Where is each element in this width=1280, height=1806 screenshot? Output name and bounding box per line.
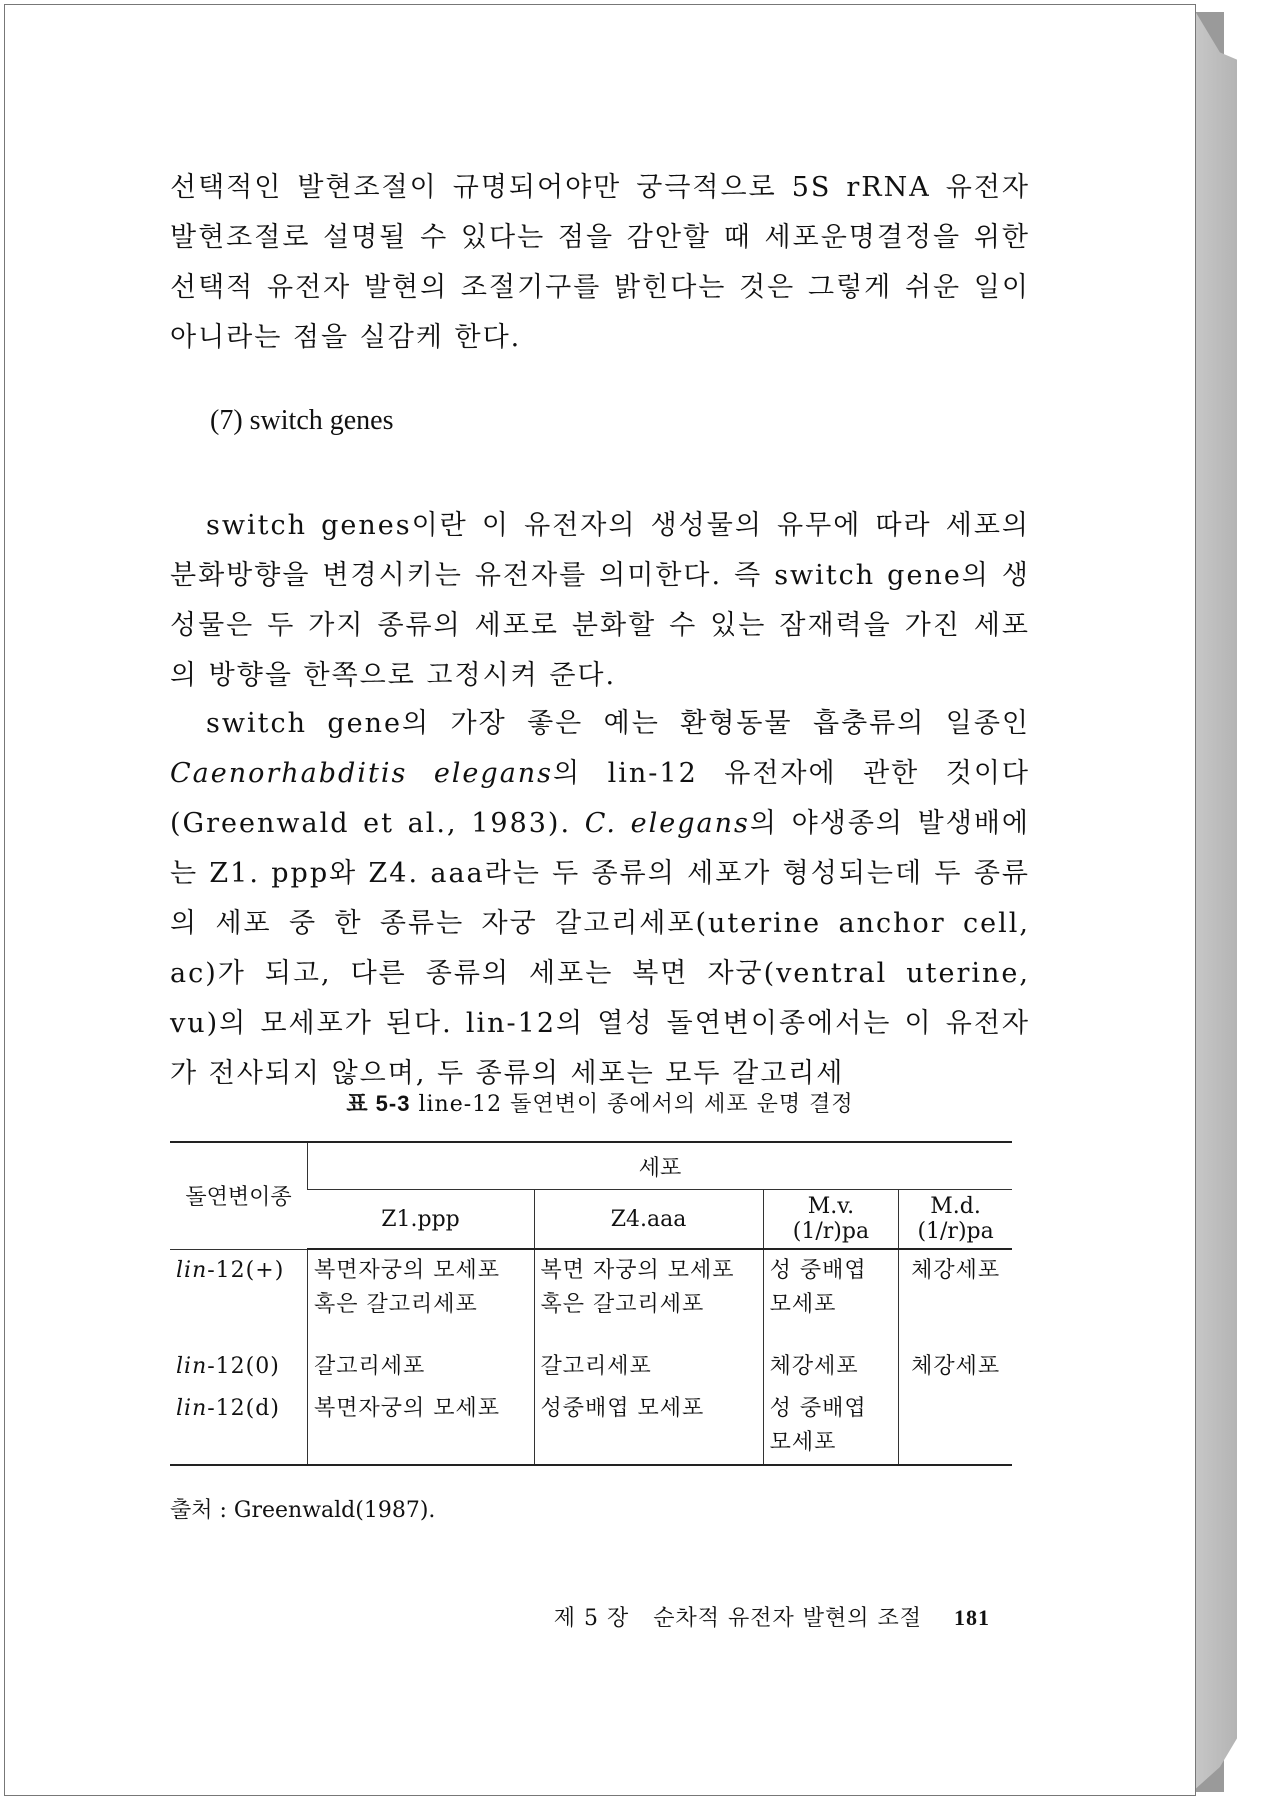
column-header: M.v.(1/r)pa [763,1190,899,1250]
mutant-cell [170,1346,308,1388]
table-cell: 갈고리세포 [534,1346,763,1388]
paragraph-1: 선택적인 발현조절이 규명되어야만 궁극적으로 5S rRNA 유전자 발현조절로 설명될 수 있다는 점을 감안할 때 세포운명결정을 위한 선택적 유전자 발현의 조절기구를 밝힌다는 것은 그렇게 쉬운 일이 아니라는 점을 실감케 한다. [170,172,1030,353]
book-page [4,4,1196,1796]
species-abbrev: C. elegans [584,808,750,839]
table-cell: 갈고리세포 [308,1346,535,1388]
allele: -12(0) [207,1354,280,1379]
mutant-cell [170,1249,308,1346]
paragraph-3-text-c: 의 야생종의 발생배에는 Z1. ppp와 Z4. aaa라는 두 종류의 세포가 형성되는데 두 종류의 세포 중 한 종류는 자궁 갈고리세포(uterine anchor cell, ac)가 되고, 다른 종류의 세포는 복면 자궁(ventral uterine, vu)의 모세포가 된다. lin-12의 열성 돌연변이종에서는 이 유전자가 전사되지 않으며, 두 종류의 세포는 모두 갈고리세 [170,808,1030,1089]
table-caption [170,1087,1030,1118]
page-number: 181 [954,1605,990,1630]
table-cell: 복면 자궁의 모세포 혹은 갈고리세포 [534,1249,763,1346]
paragraph-2: switch genes이란 이 유전자의 생성물의 유무에 따라 세포의 분화방향을 변경시키는 유전자를 의미한다. 즉 switch gene의 생성물은 두 가지 종류의 세포로 분화할 수 있는 잠재력을 가진 세포의 방향을 한쪽으로 고정시켜 준다. [170,510,1030,691]
table-caption-label: 표 5-3 [346,1091,411,1116]
section-heading: (7) switch genes [210,405,394,436]
chapter-label: 제 5 장 [553,1606,630,1631]
allele: -12(+) [207,1257,285,1283]
table-cell: 성 중배엽 모세포 [763,1249,899,1346]
paragraph-3-text-b: 의 lin-12 유전자에 관한 것이다(Greenwald et al., 1983). [170,758,1030,839]
mutant-header: 돌연변이종 [170,1142,308,1249]
page-footer [170,1601,990,1632]
table-cell: 체강세포 [763,1346,899,1388]
table-cell: 복면자궁의 모세포 혹은 갈고리세포 [308,1249,535,1346]
species-name: Caenorhabditis elegans [170,758,554,789]
cell-fate-table [170,1141,1012,1466]
table-cell: 복면자궁의 모세포 [308,1388,535,1465]
cell-header: 세포 [308,1142,1013,1190]
table-cell: 성중배엽 모세포 [534,1388,763,1465]
gene-name: lin [176,1396,208,1421]
mutant-cell [170,1388,308,1465]
chapter-title: 순차적 유전자 발현의 조절 [653,1606,922,1631]
paragraph-3 [170,699,1030,1099]
table-cell [899,1388,1012,1465]
gene-name: lin [176,1257,208,1283]
table-caption-text: line-12 돌연변이 종에서의 세포 운명 결정 [418,1092,854,1117]
table-row [170,1388,1012,1465]
table-row [170,1249,1012,1346]
page-edge [1192,6,1237,1792]
allele: -12(d) [207,1396,280,1421]
paragraph-3-text-a: switch gene의 가장 좋은 예는 환형동물 흡충류의 일종인 [206,708,1030,739]
table-cell: 체강세포 [899,1249,1012,1346]
gene-name: lin [176,1354,208,1379]
table-row [170,1346,1012,1388]
table-source: 출처 : Greenwald(1987). [170,1498,436,1523]
table-cell: 성 중배엽 모세포 [763,1388,899,1465]
column-header: Z1.ppp [308,1190,535,1250]
column-header: M.d.(1/r)pa [899,1190,1012,1250]
column-header: Z4.aaa [534,1190,763,1250]
table-cell: 체강세포 [899,1346,1012,1388]
